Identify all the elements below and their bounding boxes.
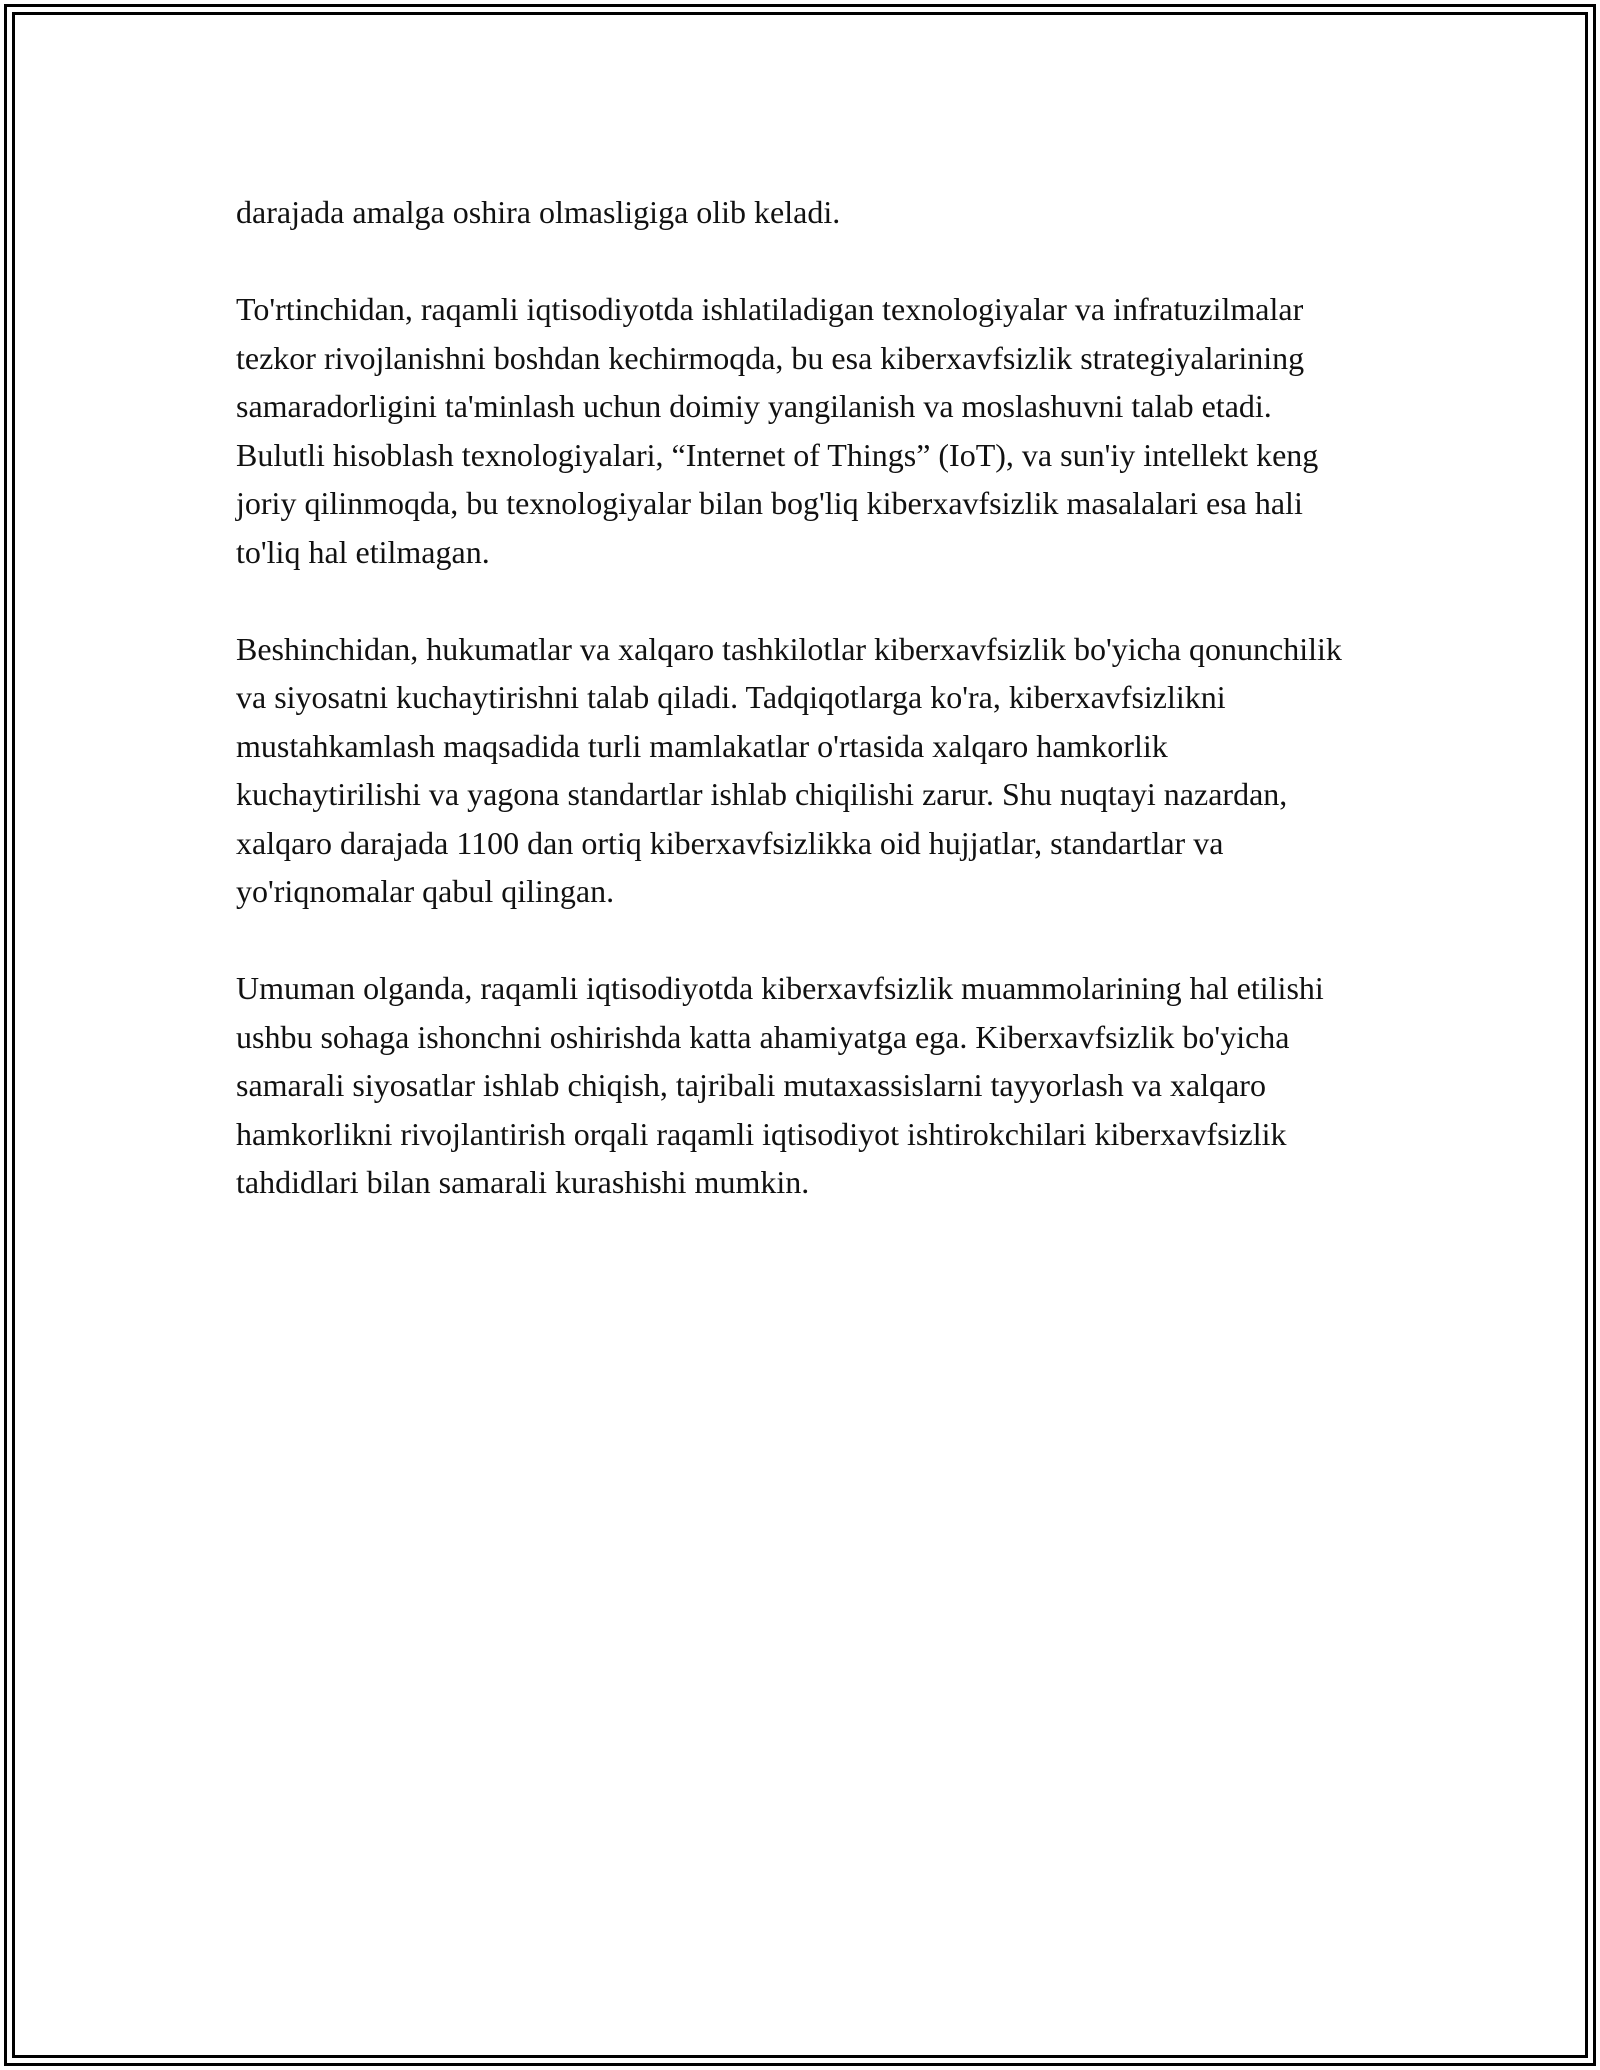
paragraph-fourth-point: To'rtinchidan, raqamli iqtisodiyotda ishlatiladigan texnologiyalar va infratuzilmalar tezkor rivojlanishni boshdan kechirmoqda, bu esa kiberxavfsizlik strategiyalarining samaradorligini ta'minlash uchun doimiy yangilanish va moslashuvni talab etadi. Bulutli hisoblash texnologiyalari, “Internet of Things” (IoT), va sun'iy intellekt keng joriy qilinmoqda, bu texnologiyalar bilan bog'liq kiberxavfsizlik masalalari esa hali to'liq hal etilmagan.	[236, 291, 1319, 570]
paragraph-conclusion: Umuman olganda, raqamli iqtisodiyotda kiberxavfsizlik muammolarining hal etilishi ushbu sohaga ishonchni oshirishda katta ahamiyatga ega. Kiberxavfsizlik bo'yicha samarali siyosatlar ishlab chiqish, tajribali mutaxassislarni tayyorlash va xalqaro hamkorlikni rivojlantirish orqali raqamli iqtisodiyot ishtirokchilari kiberxavfsizlik tahdidlari bilan samarali kurashishi mumkin.	[236, 970, 1324, 1200]
paragraph-continuation: darajada amalga oshira olmasligiga olib keladi.	[236, 194, 841, 230]
paragraph-fifth-point: Beshinchidan, hukumatlar va xalqaro tashkilotlar kiberxavfsizlik bo'yicha qonunchilik va siyosatni kuchaytirishni talab qiladi. Tadqiqotlarga ko'ra, kiberxavfsizlikni mustahkamlash maqsadida turli mamlakatlar o'rtasida xalqaro hamkorlik kuchaytirilishi va yagona standartlar ishlab chiqilishi zarur. Shu nuqtayi nazardan, xalqaro darajada 1100 dan ortiq kiberxavfsizlikka oid hujjatlar, standartlar va yo'riqnomalar qabul qilingan.	[236, 630, 1342, 909]
document-body	[236, 188, 1356, 1255]
